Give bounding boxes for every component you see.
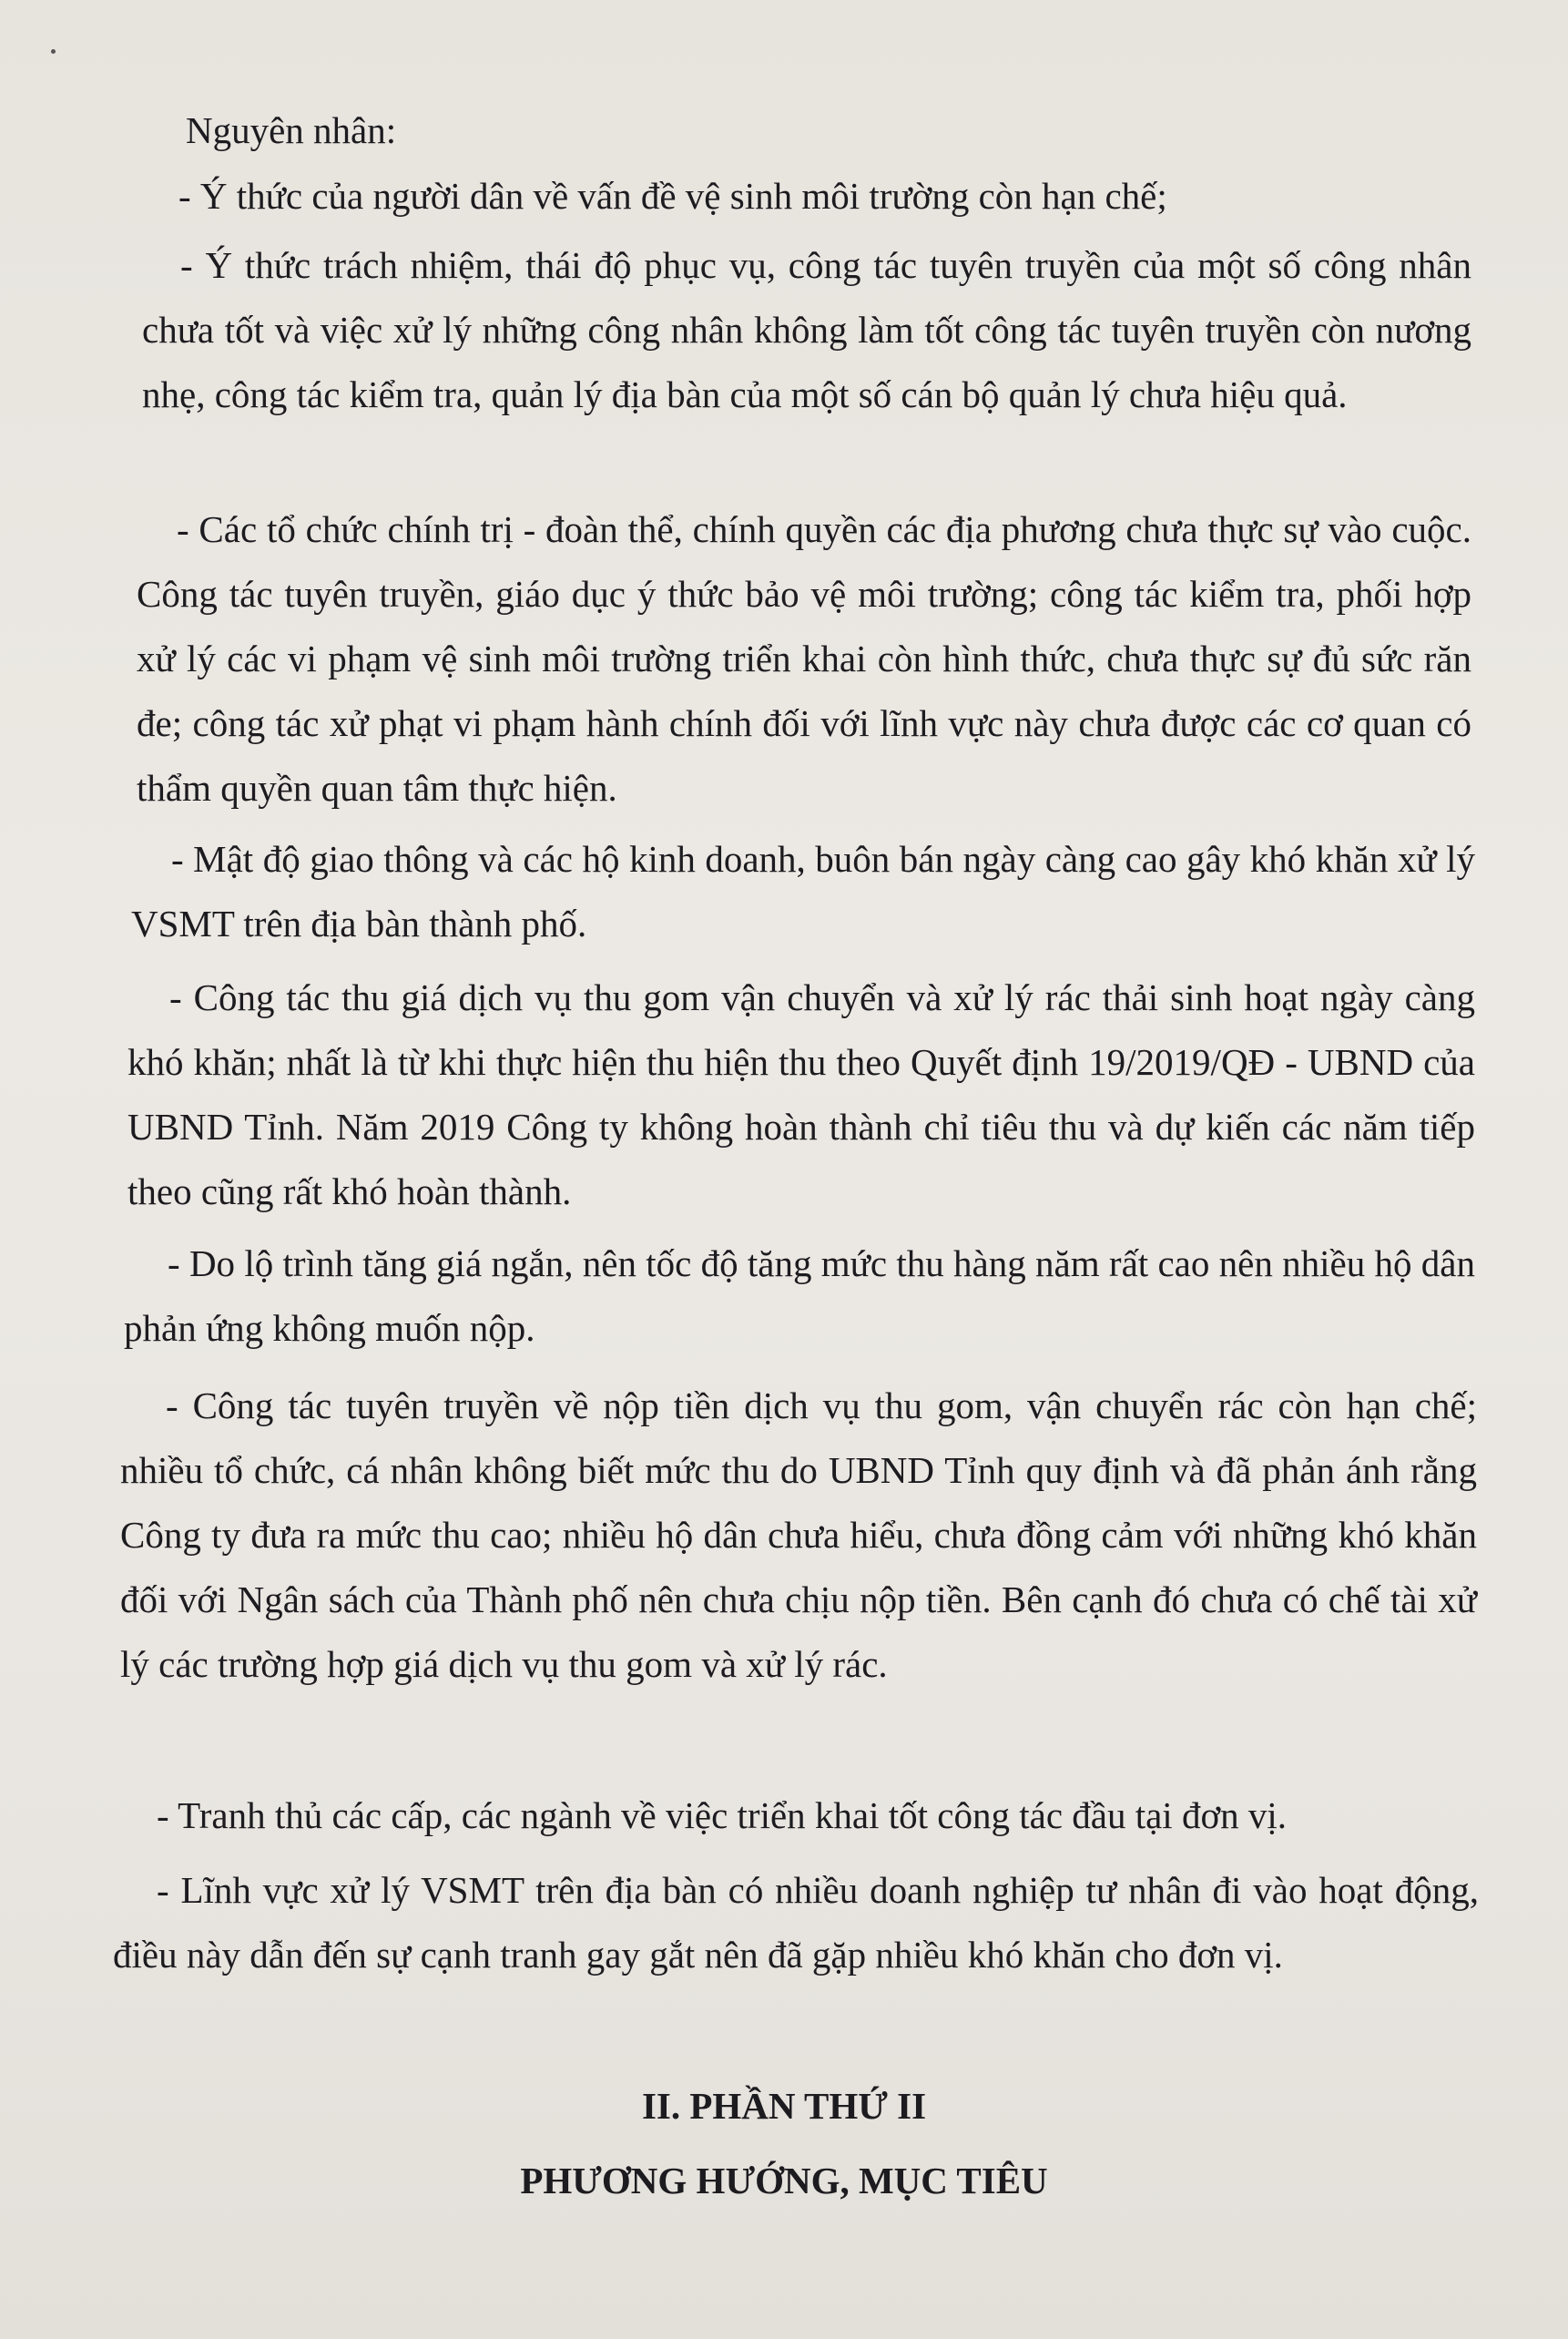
cause-paragraph: - Công tác tuyên truyền về nộp tiền dịch vụ thu gom, vận chuyển rác còn hạn chế; nhiều tổ chức, cá nhân không biết mức thu do UBND Tỉnh quy định và đã phản ánh rằng Công ty đưa ra mức thu cao; nhiều hộ dân chưa hiểu, chưa đồng cảm với những khó khăn đối với Ngân sách của Thành phố nên chưa chịu nộp tiền. Bên cạnh đó chưa có chế tài xử lý các trường hợp giá dịch vụ thu gom và xử lý rác. bbox=[120, 1384, 1477, 1685]
cause-paragraph: - Công tác thu giá dịch vụ thu gom vận chuyển và xử lý rác thải sinh hoạt ngày càng khó khăn; nhất là từ khi thực hiện thu hiện thu theo Quyết định 19/2019/QĐ - UBND của UBND Tỉnh. Năm 2019 Công ty không hoàn thành chỉ tiêu thu và dự kiến các năm tiếp theo cũng rất khó hoàn thành. bbox=[127, 976, 1475, 1212]
cause-paragraph: - Do lộ trình tăng giá ngắn, nên tốc độ tăng mức thu hàng năm rất cao nên nhiều hộ dân phản ứng không muốn nộp. bbox=[124, 1242, 1475, 1349]
paragraph-4 bbox=[0, 827, 1568, 956]
section-title: II. PHẦN THỨ II bbox=[641, 2085, 927, 2127]
intro-heading: Nguyên nhân: bbox=[186, 109, 397, 151]
page-mark bbox=[51, 49, 56, 54]
cause-paragraph: - Mật độ giao thông và các hộ kinh doanh, buôn bán ngày càng cao gây khó khăn xử lý VSMT trên địa bàn thành phố. bbox=[131, 838, 1475, 945]
cause-paragraph: - Ý thức trách nhiệm, thái độ phục vụ, công tác tuyên truyền của một số công nhân chưa tốt và việc xử lý những công nhân không làm tốt công tác tuyên truyền còn nương nhẹ, công tác kiểm tra, quản lý địa bàn của một số cán bộ quản lý chưa hiệu quả. bbox=[142, 244, 1471, 415]
paragraph-2 bbox=[0, 233, 1568, 427]
cause-paragraph: - Ý thức của người dân về vấn đề vệ sinh môi trường còn hạn chế; bbox=[178, 175, 1167, 217]
paragraph-6 bbox=[0, 1231, 1568, 1361]
cause-paragraph: - Tranh thủ các cấp, các ngành về việc triển khai tốt công tác đầu tại đơn vị. bbox=[157, 1794, 1288, 1836]
cause-paragraph: - Các tổ chức chính trị - đoàn thể, chính quyền các địa phương chưa thực sự vào cuộc. Công tác tuyên truyền, giáo dục ý thức bảo vệ môi trường; công tác kiểm tra, phối hợp xử lý các vi phạm vệ sinh môi trường triển khai còn hình thức, chưa thực sự đủ sức răn đe; công tác xử phạt vi phạm hành chính đối với lĩnh vực này chưa được các cơ quan có thẩm quyền quan tâm thực hiện. bbox=[137, 508, 1471, 809]
intro-block bbox=[0, 98, 1568, 163]
paragraph-8 bbox=[0, 1783, 1568, 1848]
paragraph-5 bbox=[0, 965, 1568, 1224]
paragraph-9 bbox=[0, 1858, 1568, 1987]
paragraph-1 bbox=[0, 164, 1568, 229]
paragraph-7 bbox=[0, 1374, 1568, 1697]
cause-paragraph: - Lĩnh vực xử lý VSMT trên địa bàn có nhiều doanh nghiệp tư nhân đi vào hoạt động, điều này dẫn đến sự cạnh tranh gay gắt nên đã gặp nhiều khó khăn cho đơn vị. bbox=[113, 1869, 1479, 1976]
paragraph-3 bbox=[0, 497, 1568, 821]
section-subtitle: PHƯƠNG HƯỚNG, MỤC TIÊU bbox=[520, 2160, 1048, 2201]
